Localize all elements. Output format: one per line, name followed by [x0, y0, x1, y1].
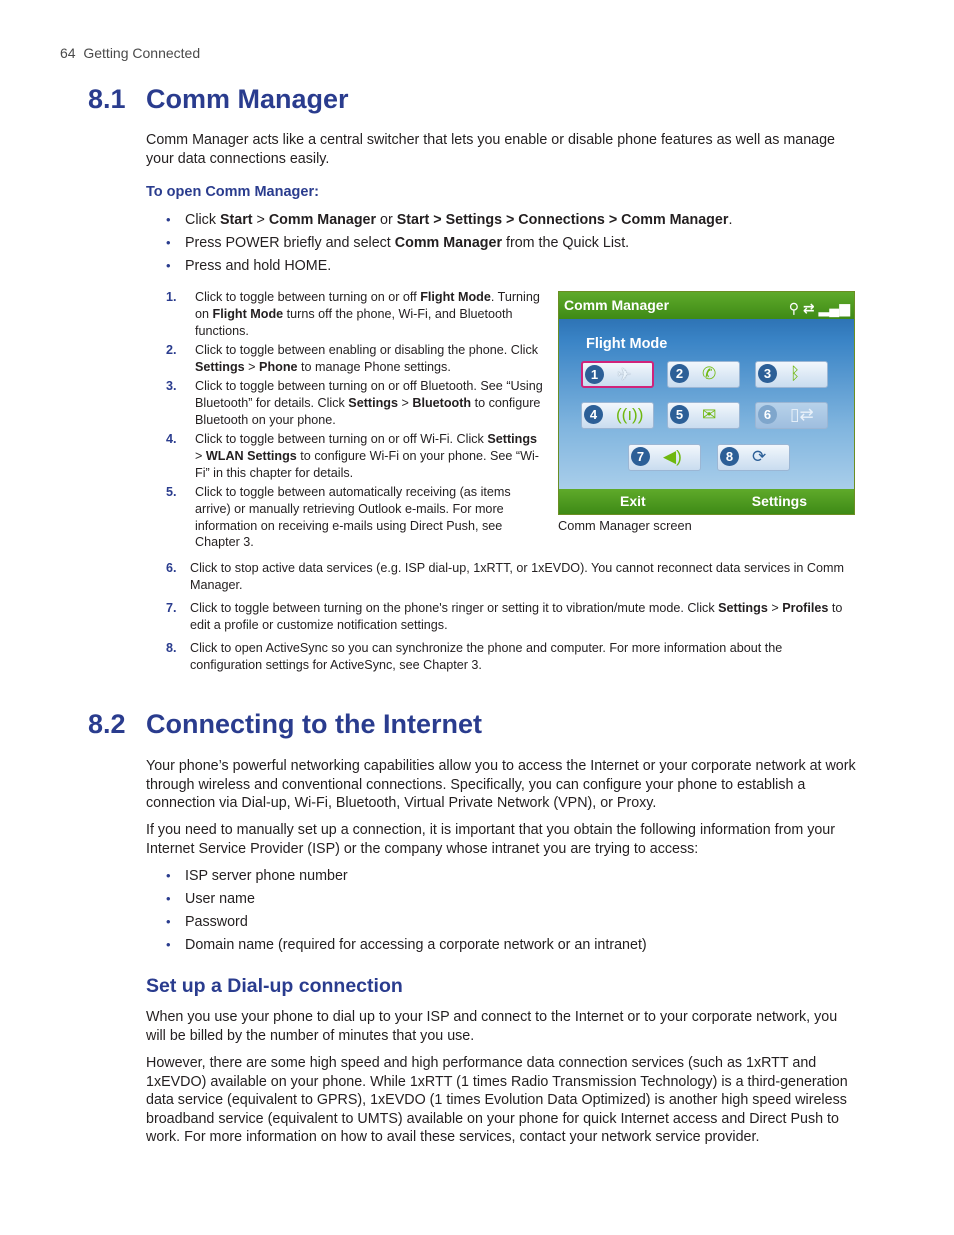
- status-icons: ⚲ ⇄ ▂▄▆: [788, 300, 850, 316]
- section-title: Comm Manager: [146, 84, 349, 114]
- flight-mode-label: Flight Mode: [586, 336, 668, 352]
- list-item: • Press POWER briefly and select Comm Manager from the Quick List.: [166, 235, 630, 251]
- data-disconnect-icon: ▯⇄: [790, 405, 814, 424]
- screen-title-bar: [559, 292, 854, 319]
- wifi-tile[interactable]: 4 ((ı)): [581, 402, 654, 429]
- email-icon: ✉: [702, 405, 717, 424]
- list-item: • Click Start > Comm Manager or Start > Settings > Connections > Comm Manager.: [166, 212, 733, 228]
- bullet-icon: •: [166, 914, 171, 929]
- list-item: • Password: [166, 914, 248, 930]
- screen-title: Comm Manager: [564, 297, 670, 313]
- section-number: 8.2: [88, 709, 126, 739]
- airplane-icon: ✈: [617, 365, 632, 384]
- bullet-icon: •: [166, 891, 171, 906]
- phone-icon: ✆: [702, 364, 717, 383]
- bluetooth-icon: ᛒ: [790, 364, 801, 383]
- list-item: • User name: [166, 891, 255, 907]
- bullet-icon: •: [166, 235, 171, 250]
- section-heading-8-1: [88, 84, 349, 115]
- open-comm-manager-heading: To open Comm Manager:: [146, 184, 319, 200]
- intro-paragraph: Comm Manager acts like a central switcher that lets you enable or disable phone features as well as manage your data connections easily.: [146, 132, 835, 167]
- activesync-tile[interactable]: 8 ⟳: [717, 444, 790, 471]
- header-section: Getting Connected: [83, 45, 201, 61]
- softkey-bar: [559, 489, 854, 514]
- sync-icon: ⟳: [752, 447, 767, 466]
- list-item: • Domain name (required for accessing a corporate network or an intranet): [166, 937, 647, 953]
- bullet-icon: •: [166, 868, 171, 883]
- running-header: [60, 45, 200, 61]
- flight-mode-tile[interactable]: 1 ✈: [581, 361, 654, 388]
- comm-manager-screenshot: [558, 291, 855, 515]
- bluetooth-tile[interactable]: 3 ᛒ: [755, 361, 828, 388]
- networking-paragraph: Your phone’s powerful networking capabilities allow you to access the Internet or your corporate network at work through wireless and conventional connections. Specifically, you can configure your phone to establish a connection via Dial-up, Wi-Fi, Bluetooth, Virtual Private Network (VPN), or Proxy.: [146, 758, 856, 812]
- bullet-icon: •: [166, 937, 171, 952]
- phone-tile[interactable]: 2 ✆: [667, 361, 740, 388]
- settings-softkey[interactable]: Settings: [751, 493, 807, 509]
- screenshot-caption: Comm Manager screen: [558, 518, 692, 533]
- dialup-paragraph: When you use your phone to dial up to your ISP and connect to the Internet or to your corporate network, you will be billed by the number of minutes that you use.: [146, 1009, 838, 1044]
- email-tile[interactable]: 5 ✉: [667, 402, 740, 429]
- data-services-tile[interactable]: 6 ▯⇄: [755, 402, 828, 429]
- page-number: 64: [60, 45, 76, 61]
- ringer-tile[interactable]: 7 ◀): [628, 444, 701, 471]
- isp-info-list: [166, 867, 647, 959]
- speaker-icon: ◀): [663, 447, 682, 466]
- list-item: • ISP server phone number: [166, 868, 348, 884]
- bullet-icon: •: [166, 258, 171, 273]
- exit-softkey[interactable]: Exit: [620, 493, 646, 509]
- bullet-icon: •: [166, 212, 171, 227]
- isp-info-paragraph: If you need to manually set up a connection, it is important that you obtain the following information from your Internet Service Provider (ISP) or the company whose intranet you are trying to access:: [146, 822, 836, 857]
- dialup-heading: Set up a Dial-up connection: [146, 975, 403, 997]
- section-heading-8-2: [88, 709, 482, 740]
- section-title: Connecting to the Internet: [146, 709, 482, 739]
- list-item: • Press and hold HOME.: [166, 258, 332, 274]
- section-number: 8.1: [88, 84, 126, 114]
- open-steps-list: [166, 211, 732, 280]
- high-speed-paragraph: However, there are some high speed and high performance data connection services (such as 1xRTT and 1xEVDO) available on your phone. While 1xRTT (1 times Radio Transmission Technology) is a third-generation data service (equivalent to GPRS), 1xEVDO (1 times Evolution Data Optimized) is another high speed wireless broadband service (equivalent to UMTS) available on your phone for quick Internet access and Direct Push to work. For more information on how to avail these services, contact your network service provider.: [146, 1055, 848, 1146]
- wifi-icon: ((ı)): [616, 405, 644, 424]
